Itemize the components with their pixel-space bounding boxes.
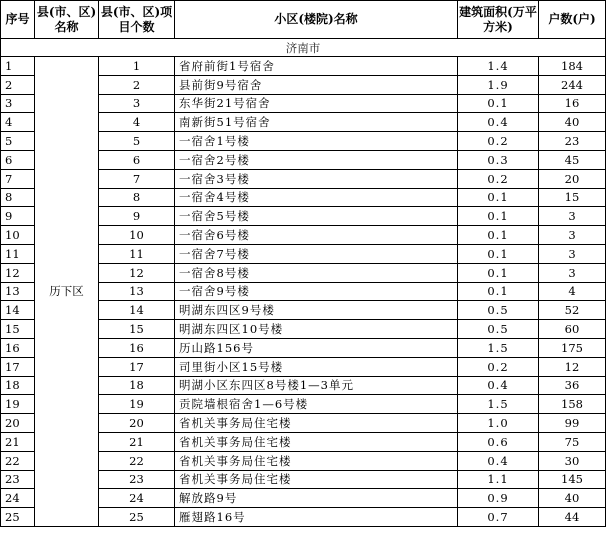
row-households: 3 [539,207,606,226]
row-index: 10 [99,226,175,245]
row-name: 一宿舍5号楼 [175,207,458,226]
row-seq: 3 [1,94,35,113]
row-name: 贡院墙根宿舍1—6号楼 [175,395,458,414]
city-name: 济南市 [1,39,606,57]
row-seq: 7 [1,169,35,188]
row-seq: 1 [1,57,35,76]
row-name: 一宿舍6号楼 [175,226,458,245]
row-index: 20 [99,414,175,433]
header-row [1,1,606,39]
row-area: 0.1 [458,188,539,207]
row-households: 158 [539,395,606,414]
row-area: 1.0 [458,414,539,433]
row-households: 3 [539,263,606,282]
row-seq: 13 [1,282,35,301]
row-name: 明湖东四区10号楼 [175,320,458,339]
row-area: 0.3 [458,150,539,169]
table-row [1,57,606,76]
row-area: 0.1 [458,282,539,301]
row-seq: 15 [1,320,35,339]
row-seq: 2 [1,75,35,94]
row-seq: 8 [1,188,35,207]
row-index: 14 [99,301,175,320]
row-name: 省机关事务局住宅楼 [175,432,458,451]
row-households: 40 [539,113,606,132]
row-index: 24 [99,489,175,508]
row-index: 22 [99,451,175,470]
row-households: 3 [539,226,606,245]
row-area: 0.7 [458,508,539,527]
row-name: 一宿舍3号楼 [175,169,458,188]
row-area: 0.2 [458,132,539,151]
row-seq: 19 [1,395,35,414]
row-households: 12 [539,357,606,376]
row-index: 11 [99,244,175,263]
row-households: 60 [539,320,606,339]
row-name: 一宿舍2号楼 [175,150,458,169]
row-seq: 18 [1,376,35,395]
row-area: 0.1 [458,94,539,113]
row-seq: 10 [1,226,35,245]
row-seq: 24 [1,489,35,508]
row-name: 解放路9号 [175,489,458,508]
row-index: 19 [99,395,175,414]
row-name: 省机关事务局住宅楼 [175,414,458,433]
header-area: 建筑面积(万平方米) [458,1,539,39]
row-seq: 14 [1,301,35,320]
row-name: 省机关事务局住宅楼 [175,451,458,470]
row-seq: 25 [1,508,35,527]
row-seq: 9 [1,207,35,226]
row-name: 司里街小区15号楼 [175,357,458,376]
row-seq: 23 [1,470,35,489]
row-area: 0.4 [458,113,539,132]
row-index: 8 [99,188,175,207]
row-area: 1.5 [458,395,539,414]
row-name: 一宿舍9号楼 [175,282,458,301]
row-name: 一宿舍1号楼 [175,132,458,151]
row-households: 75 [539,432,606,451]
row-area: 0.4 [458,376,539,395]
header-name: 小区(楼院)名称 [175,1,458,39]
row-households: 36 [539,376,606,395]
row-households: 145 [539,470,606,489]
row-index: 16 [99,338,175,357]
row-households: 15 [539,188,606,207]
header-count: 县(市、区)项目个数 [99,1,175,39]
row-index: 12 [99,263,175,282]
row-area: 0.1 [458,207,539,226]
row-area: 0.1 [458,263,539,282]
row-seq: 5 [1,132,35,151]
row-index: 21 [99,432,175,451]
row-name: 一宿舍8号楼 [175,263,458,282]
row-area: 0.5 [458,320,539,339]
row-area: 0.6 [458,432,539,451]
row-area: 1.1 [458,470,539,489]
row-name: 东华街21号宿舍 [175,94,458,113]
row-name: 一宿舍4号楼 [175,188,458,207]
row-name: 县前街9号宿舍 [175,75,458,94]
row-index: 13 [99,282,175,301]
district-name: 历下区 [35,57,99,527]
row-seq: 6 [1,150,35,169]
row-index: 23 [99,470,175,489]
row-households: 184 [539,57,606,76]
row-households: 175 [539,338,606,357]
row-index: 3 [99,94,175,113]
row-name: 明湖小区东四区8号楼1—3单元 [175,376,458,395]
row-households: 30 [539,451,606,470]
row-index: 6 [99,150,175,169]
row-area: 1.9 [458,75,539,94]
row-seq: 21 [1,432,35,451]
row-households: 99 [539,414,606,433]
row-area: 0.4 [458,451,539,470]
row-index: 7 [99,169,175,188]
row-area: 1.4 [458,57,539,76]
city-row [1,39,606,57]
row-area: 0.5 [458,301,539,320]
row-seq: 16 [1,338,35,357]
row-seq: 22 [1,451,35,470]
row-households: 3 [539,244,606,263]
row-seq: 12 [1,263,35,282]
row-households: 23 [539,132,606,151]
row-households: 44 [539,508,606,527]
row-households: 20 [539,169,606,188]
row-name: 省府前街1号宿舍 [175,57,458,76]
row-index: 5 [99,132,175,151]
row-area: 0.1 [458,226,539,245]
row-index: 4 [99,113,175,132]
row-seq: 17 [1,357,35,376]
row-area: 0.1 [458,244,539,263]
row-index: 9 [99,207,175,226]
row-seq: 11 [1,244,35,263]
row-households: 244 [539,75,606,94]
row-area: 1.5 [458,338,539,357]
header-households: 户数(户) [539,1,606,39]
row-area: 0.2 [458,357,539,376]
row-name: 雁翅路16号 [175,508,458,527]
row-index: 25 [99,508,175,527]
row-index: 15 [99,320,175,339]
row-households: 16 [539,94,606,113]
row-households: 45 [539,150,606,169]
row-index: 1 [99,57,175,76]
row-name: 省机关事务局住宅楼 [175,470,458,489]
row-seq: 4 [1,113,35,132]
row-households: 4 [539,282,606,301]
row-area: 0.2 [458,169,539,188]
row-name: 南新街51号宿舍 [175,113,458,132]
row-index: 2 [99,75,175,94]
row-seq: 20 [1,414,35,433]
row-name: 明湖东四区9号楼 [175,301,458,320]
row-name: 一宿舍7号楼 [175,244,458,263]
row-name: 历山路156号 [175,338,458,357]
row-index: 17 [99,357,175,376]
row-index: 18 [99,376,175,395]
header-seq: 序号 [1,1,35,39]
row-households: 40 [539,489,606,508]
row-area: 0.9 [458,489,539,508]
row-households: 52 [539,301,606,320]
header-district: 县(市、区)名称 [35,1,99,39]
